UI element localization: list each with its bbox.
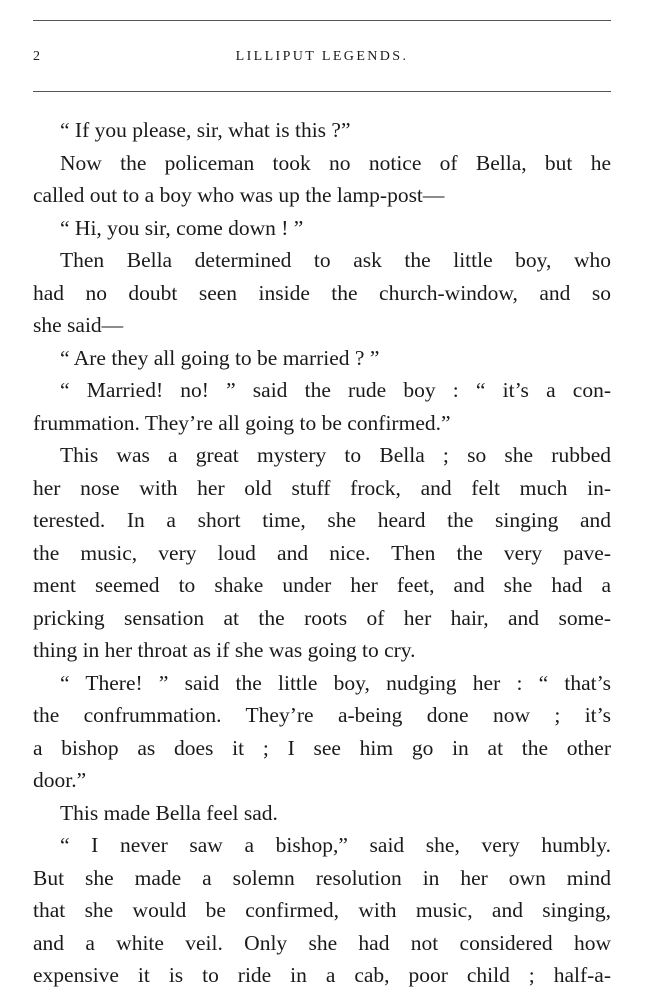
body-text: [33, 114, 611, 992]
page-number: 2: [33, 49, 40, 64]
text-line: expensive it is to ride in a cab, poor child ; half-a-: [33, 963, 611, 987]
text-line: “ Married! no! ” said the rude boy : “ it’s a con-: [60, 378, 611, 402]
text-line: and a white veil. Only she had not considered how: [33, 930, 611, 955]
text-line: the confrummation. They’re a-being done now ; it’s: [33, 703, 611, 727]
text-line: “ There! ” said the little boy, nudging her : “ that’s: [60, 670, 611, 695]
text-line: This was a great mystery to Bella ; so she rubbed: [60, 443, 611, 467]
text-line: Now the policeman took no notice of Bella, but he: [60, 150, 611, 175]
header-rule-bottom: [33, 91, 611, 92]
text-line: “ Hi, you sir, come down ! ”: [60, 215, 304, 240]
text-line: pricking sensation at the roots of her hair, and some-: [33, 605, 611, 630]
text-line: ment seemed to shake under her feet, and she had a: [33, 573, 611, 597]
text-line: the music, very loud and nice. Then the very pave-: [33, 540, 611, 565]
text-line: called out to a boy who was up the lamp-post—: [33, 183, 445, 207]
text-line: “ Are they all going to be married ? ”: [60, 345, 380, 370]
text-line: frummation. They’re all going to be confirmed.”: [33, 410, 451, 435]
text-line: terested. In a short time, she heard the singing and: [33, 508, 611, 532]
text-line: she said—: [33, 313, 124, 337]
text-line: Then Bella determined to ask the little boy, who: [60, 248, 611, 272]
text-line: “ If you please, sir, what is this ?”: [60, 118, 351, 142]
text-line: door.”: [33, 768, 87, 792]
header-rule-top: [33, 20, 611, 21]
text-line: “ I never saw a bishop,” said she, very humbly.: [60, 833, 611, 857]
text-line: had no doubt seen inside the church-window, and so: [33, 280, 611, 305]
text-line: a bishop as does it ; I see him go in at the other: [33, 735, 611, 760]
text-line: thing in her throat as if she was going to cry.: [33, 638, 416, 662]
text-line: This made Bella feel sad.: [60, 800, 278, 825]
text-line: her nose with her old stuff frock, and felt much in-: [33, 475, 611, 500]
running-title: LILLIPUT LEGENDS.: [235, 49, 409, 64]
page-header: [33, 49, 611, 71]
text-line: But she made a solemn resolution in her own mind: [33, 865, 611, 890]
text-line: that she would be confirmed, with music, and singing,: [33, 898, 611, 922]
